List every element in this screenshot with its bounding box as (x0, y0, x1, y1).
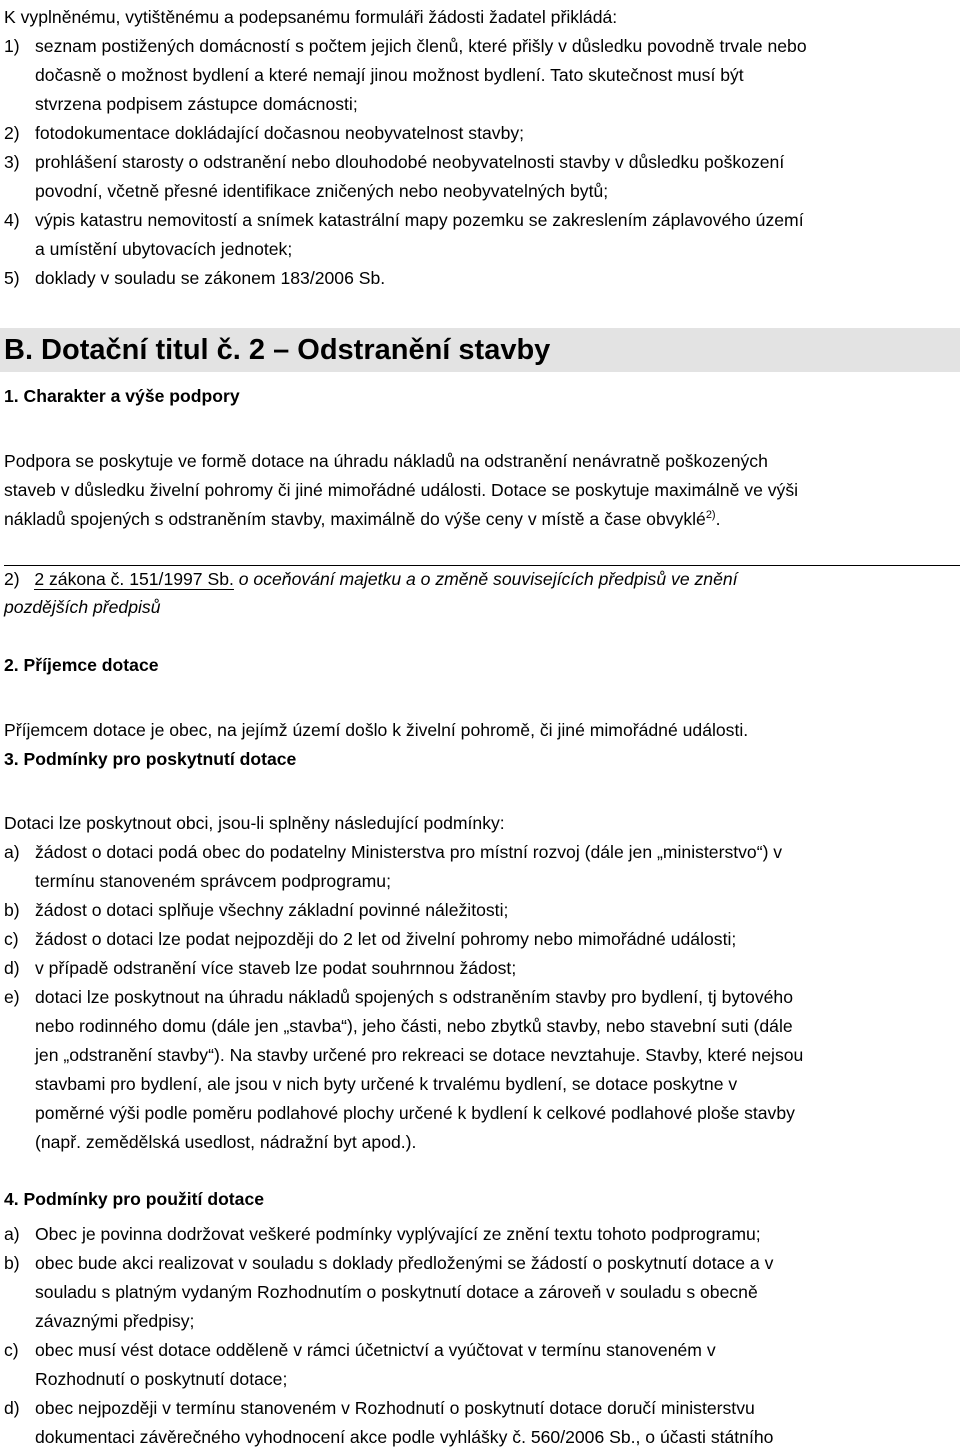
intro-item-line: stvrzena podpisem zástupce domácnosti; (35, 94, 358, 114)
intro-item-number: 4) (4, 210, 20, 230)
paragraph-line-with-footnote (4, 505, 720, 534)
condition-item-line: stavbami pro bydlení, ale jsou v nich byty určené k trvalému bydlení, se dotace poskytne v (35, 1074, 738, 1094)
intro-item-line: povodní, včetně přesné identifikace zničených nebo neobyvatelných bytů; (35, 181, 609, 201)
intro-item-number: 5) (4, 268, 20, 288)
footnote-number: 2) (4, 569, 20, 589)
intro-item-line: prohlášení starosty o odstranění nebo dlouhodobé neobyvatelnosti stavby v důsledku poškození (35, 152, 785, 172)
condition-item-letter: e) (4, 987, 20, 1007)
condition-item-letter: c) (4, 929, 19, 949)
footnote-text-line2: pozdějších předpisů (4, 597, 161, 617)
condition-item-line: žádost o dotaci podá obec do podatelny Ministerstva pro místní rozvoj (dále jen „ministerstvo“) v (35, 842, 783, 862)
condition-item-letter: b) (4, 900, 20, 920)
condition-item-line: termínu stanoveném správcem podprogramu; (35, 871, 391, 891)
condition-item-letter: d) (4, 958, 20, 978)
condition-item-line: žádost o dotaci lze podat nejpozději do 2 let od živelní pohromy nebo mimořádné události; (35, 929, 737, 949)
intro-item-line: seznam postižených domácností s počtem jejich členů, které přišly v důsledku povodně trvale nebo (35, 36, 807, 56)
condition-item-letter: a) (4, 842, 20, 862)
heading-prijemce: 2. Příjemce dotace (4, 655, 159, 675)
usage-item-letter: a) (4, 1224, 20, 1244)
condition-item-line: jen „odstranění stavby“). Na stavby určené pro rekreaci se dotace nevztahuje. Stavby, které nejsou (35, 1045, 804, 1065)
paragraph-line: Dotaci lze poskytnout obci, jsou-li splněny následující podmínky: (4, 813, 505, 833)
heading-podminky-poskytnuti: 3. Podmínky pro poskytnutí dotace (4, 749, 297, 769)
footnote (4, 565, 738, 593)
usage-item-line: obec bude akci realizovat v souladu s doklady předloženými se žádostí o poskytnutí dotace a v (35, 1253, 774, 1273)
condition-item-line: nebo rodinného domu (dále jen „stavba“), jeho části, nebo zbytků stavby, nebo stavební suti (dále (35, 1016, 793, 1036)
intro-item-number: 2) (4, 123, 20, 143)
paragraph-line: Příjemcem dotace je obec, na jejímž území došlo k živelní pohromě, či jiné mimořádné události. (4, 720, 749, 740)
footnote-text: o oceňování majetku a o změně souvisejících předpisů ve znění (233, 569, 738, 589)
intro-item-line: a umístění ubytovacích jednotek; (35, 239, 293, 259)
sentence-end: . (715, 509, 721, 529)
condition-item-line: poměrné výši podle poměru podlahové plochy určené k bydlení k celkové podlahové ploše stavby (35, 1103, 795, 1123)
paragraph-line: staveb v důsledku živelní pohromy či jiné mimořádné události. Dotace se poskytuje maximálně ve výši (4, 480, 799, 500)
intro-item-number: 1) (4, 36, 20, 56)
usage-item-line: obec musí vést dotace odděleně v rámci účetnictví a vyúčtovat v termínu stanoveném v (35, 1340, 716, 1360)
condition-item-line: žádost o dotaci splňuje všechny základní povinné náležitosti; (35, 900, 509, 920)
intro-item-number: 3) (4, 152, 20, 172)
usage-item-line: Rozhodnutí o poskytnutí dotace; (35, 1369, 288, 1389)
usage-item-line: Obec je povinna dodržovat veškeré podmínky vyplývající ze znění textu tohoto podprogramu; (35, 1224, 761, 1244)
condition-item-line: v případě odstranění více staveb lze podat souhrnnou žádost; (35, 958, 517, 978)
footnote-mark: 2) (705, 509, 716, 522)
usage-item-letter: b) (4, 1253, 20, 1273)
intro-item-line: doklady v souladu se zákonem 183/2006 Sb. (35, 268, 386, 288)
condition-item-line: (např. zemědělská usedlost, nádražní byt apod.). (35, 1132, 417, 1152)
intro-item-line: dočasně o možnost bydlení a které nemají jinou možnost bydlení. Tato skutečnost musí být (35, 65, 744, 85)
paragraph-line: nákladů spojených s odstraněním stavby, maximálně do výše ceny v místě a čase obvyklé (4, 509, 706, 529)
usage-item-line: obec nejpozději v termínu stanoveném v Rozhodnutí o poskytnutí dotace doručí ministerstvu (35, 1398, 755, 1418)
usage-item-line: dokumentaci závěrečného vyhodnocení akce podle vyhlášky č. 560/2006 Sb., o účasti státního (35, 1427, 774, 1447)
usage-item-letter: d) (4, 1398, 20, 1418)
footnote-law-reference: 2 zákona č. 151/1997 Sb. (34, 569, 234, 589)
paragraph-line: Podpora se poskytuje ve formě dotace na úhradu nákladů na odstranění nenávratně poškozených (4, 451, 768, 471)
intro-item-line: fotodokumentace dokládající dočasnou neobyvatelnost stavby; (35, 123, 525, 143)
heading-podminky-pouziti: 4. Podmínky pro použití dotace (4, 1189, 265, 1209)
usage-item-line: souladu s platným vydaným Rozhodnutím o poskytnutí dotace a zároveň v souladu s obecně (35, 1282, 758, 1302)
usage-item-line: závaznými předpisy; (35, 1311, 195, 1331)
intro-lead: K vyplněnému, vytištěnému a podepsanému formuláři žádosti žadatel přikládá: (4, 7, 618, 27)
section-title: B. Dotační titul č. 2 – Odstranění stavby (4, 334, 551, 366)
condition-item-line: dotaci lze poskytnout na úhradu nákladů spojených s odstraněním stavby pro bydlení, tj bytového (35, 987, 793, 1007)
usage-item-letter: c) (4, 1340, 19, 1360)
intro-item-line: výpis katastru nemovitostí a snímek katastrální mapy pozemku se zakreslením záplavového území (35, 210, 804, 230)
heading-charakter: 1. Charakter a výše podpory (4, 386, 240, 406)
